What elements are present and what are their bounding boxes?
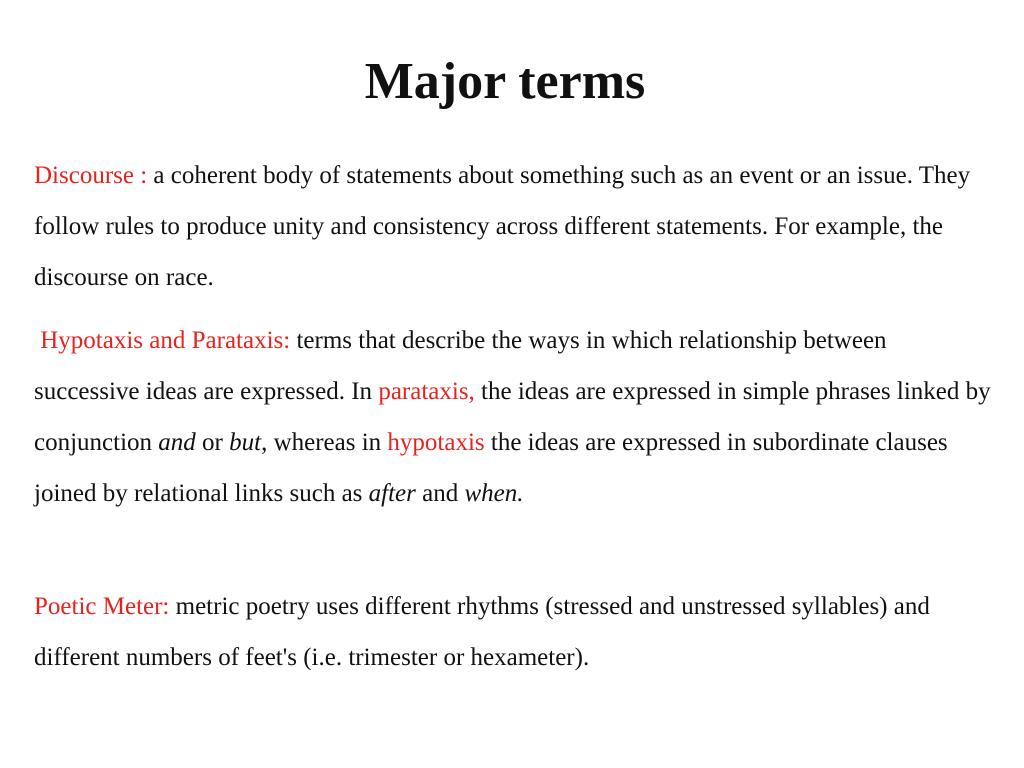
word-or: or: [195, 429, 230, 456]
paragraph-discourse: [34, 150, 994, 303]
word-and: and: [158, 429, 196, 456]
definition-discourse: a coherent body of statements about something such as an event or an issue. They follow rules to produce unity and consistency across different statements. For example, the discourse on race.: [34, 162, 971, 291]
term-discourse: Discourse :: [34, 162, 148, 189]
paragraph-hypotaxis-parataxis: [34, 315, 994, 519]
definition-text-4: the ideas are expressed in subordinate clauses joined by relational links such as: [34, 429, 948, 507]
definition-text-1: terms that describe the ways in which relationship between successive ideas are expressed. In: [34, 327, 887, 405]
paragraph-poetic-meter: [34, 581, 994, 683]
term-hypotaxis: hypotaxis: [387, 429, 485, 456]
definition-text-2: the ideas are expressed in simple phrases linked by conjunction: [34, 378, 991, 456]
term-hypotaxis-parataxis: Hypotaxis and Parataxis:: [40, 327, 291, 354]
definition-text-3: , whereas in: [261, 429, 388, 456]
word-and-2: and: [415, 480, 465, 507]
word-after: after: [368, 480, 416, 507]
term-parataxis: parataxis,: [378, 378, 475, 405]
term-poetic-meter: Poetic Meter:: [34, 593, 170, 620]
word-but: but: [229, 429, 262, 456]
slide-title: Major terms: [364, 53, 646, 110]
definition-poetic-meter: metric poetry uses different rhythms (stressed and unstressed syllables) and different numbers of feet's (i.e. trimester or hexameter).: [34, 593, 930, 671]
word-when: when.: [464, 480, 524, 507]
